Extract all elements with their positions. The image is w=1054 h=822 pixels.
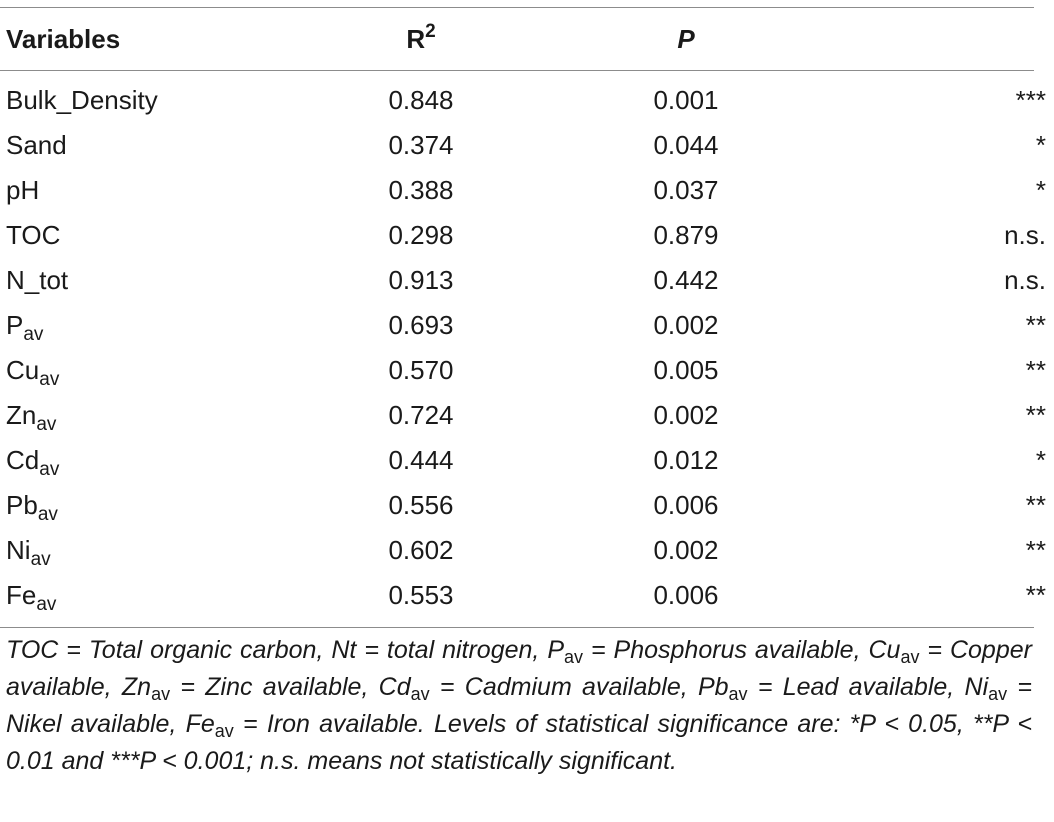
table-row [0,70,1054,123]
footnote-subscript: av [988,684,1008,704]
footnote-subscript: av [900,647,920,667]
cell-variable [0,438,256,483]
cell-p: 0.001 [653,85,719,115]
cell-r2: 0.553 [388,580,454,610]
cell-r2: 0.444 [388,445,454,475]
variable-subscript: av [23,324,44,345]
footnote-subscript: av [564,647,584,667]
cell-p: 0.037 [653,175,719,205]
cell-significance: ** [1025,535,1046,565]
variable-name: Zn [6,400,37,430]
table-footnote [6,632,1032,780]
cell-variable [0,303,256,348]
footnote-text: = Nikel available, Fe [6,673,1033,738]
cell-p: 0.442 [653,265,719,295]
cell-significance: * [1035,445,1046,475]
cell-variable [0,168,256,213]
cell-p: 0.005 [653,355,719,385]
cell-variable [0,70,256,123]
cell-p: 0.012 [653,445,719,475]
cell-significance: *** [1015,85,1046,115]
table-row [0,393,1054,438]
footnote-text: = Iron available. Levels of statistical significance are: *P < 0.05, **P < 0.01 and ***P < 0.001; n.s. means not statistically significant. [6,710,1032,775]
table-row [0,438,1054,483]
cell-r2: 0.556 [388,490,454,520]
header-p-label: P [677,23,695,54]
cell-r2: 0.693 [388,310,454,340]
variable-name: N_tot [6,265,69,295]
footnote-text: = Lead available, Ni [747,673,989,701]
table-row [0,348,1054,393]
cell-p: 0.002 [653,400,719,430]
statistics-table [0,8,1054,618]
cell-variable [0,123,256,168]
cell-r2: 0.913 [388,265,454,295]
header-r2-sup: 2 [425,20,436,42]
footnote-text: TOC = Total organic carbon, Nt = total nitrogen, P [6,636,564,664]
variable-name: Sand [6,130,67,160]
cell-p: 0.006 [653,490,719,520]
header-variables: Variables [6,23,121,54]
cell-p: 0.002 [653,535,719,565]
footnote-subscript: av [151,684,171,704]
table-row [0,258,1054,303]
cell-significance: ** [1025,355,1046,385]
cell-significance: ** [1025,490,1046,520]
table-row [0,213,1054,258]
variable-name: pH [6,175,40,205]
cell-r2: 0.602 [388,535,454,565]
footnote-text: = Phosphorus available, Cu [583,636,901,664]
cell-variable [0,258,256,303]
footnote-text: = Cadmium available, Pb [429,673,729,701]
footnote-subscript: av [214,721,234,741]
bottom-rule [0,627,1034,628]
cell-r2: 0.570 [388,355,454,385]
variable-subscript: av [30,549,51,570]
variable-subscript: av [37,504,58,525]
variable-subscript: av [39,369,60,390]
header-significance [786,8,1054,70]
cell-variable [0,213,256,258]
variable-name: Ni [6,535,31,565]
table-row [0,168,1054,213]
table-row [0,483,1054,528]
footnote-text: = Copper available, Zn [6,636,1032,701]
header-p [586,8,786,70]
variable-name: P [6,310,24,340]
header-row [0,8,1054,70]
cell-variable [0,348,256,393]
cell-variable [0,393,256,438]
variable-name: Pb [6,490,38,520]
header-r2-base: R [406,23,426,54]
variable-subscript: av [39,459,60,480]
cell-r2: 0.298 [388,220,454,250]
table-row [0,123,1054,168]
cell-p: 0.044 [653,130,719,160]
footnote-text: = Zinc available, Cd [170,673,411,701]
footnote-subscript: av [728,684,748,704]
variable-subscript: av [36,594,57,615]
variable-subscript: av [36,414,57,435]
cell-r2: 0.374 [388,130,454,160]
cell-p: 0.006 [653,580,719,610]
cell-significance: * [1035,175,1046,205]
variable-name: Cu [6,355,40,385]
cell-r2: 0.724 [388,400,454,430]
table-row [0,573,1054,618]
table-row [0,528,1054,573]
cell-variable [0,528,256,573]
cell-significance: n.s. [1004,220,1046,250]
cell-p: 0.879 [653,220,719,250]
cell-significance: ** [1025,310,1046,340]
variable-name: Cd [6,445,40,475]
cell-r2: 0.848 [388,85,454,115]
variable-name: Bulk_Density [6,85,158,115]
cell-significance: ** [1025,400,1046,430]
cell-significance: * [1035,130,1046,160]
variable-name: TOC [6,220,61,250]
cell-variable [0,483,256,528]
footnote-subscript: av [410,684,430,704]
cell-p: 0.002 [653,310,719,340]
variable-name: Fe [6,580,37,610]
cell-significance: ** [1025,580,1046,610]
cell-significance: n.s. [1004,265,1046,295]
table-row [0,303,1054,348]
header-r2 [256,8,586,70]
table-body [0,70,1054,618]
cell-r2: 0.388 [388,175,454,205]
cell-variable [0,573,256,618]
